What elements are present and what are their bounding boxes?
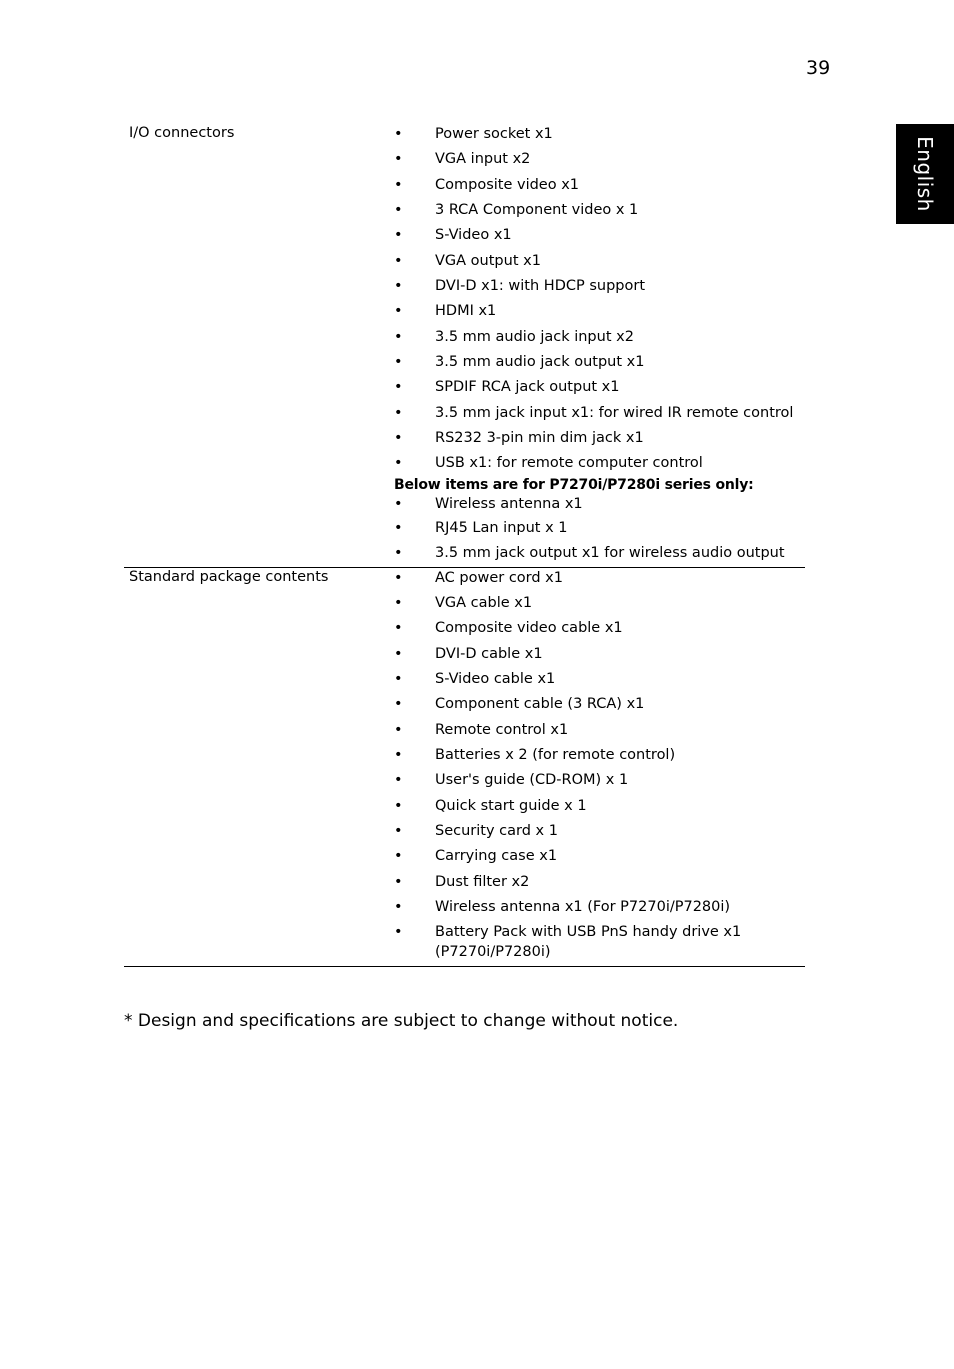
bullet-icon: • xyxy=(394,747,403,764)
bullet-icon: • xyxy=(394,545,403,562)
row-label-io-connectors: I/O connectors xyxy=(129,125,235,141)
list-item: • RJ45 Lan input x 1 xyxy=(394,519,805,539)
language-tab-label: English xyxy=(913,136,937,212)
bullet-icon: • xyxy=(394,227,403,244)
bullet-icon: • xyxy=(394,797,403,814)
list-item: • RS232 3-pin min dim jack x1 xyxy=(394,429,805,449)
list-item: • Power socket x1 xyxy=(394,125,805,145)
list-item: • Component cable (3 RCA) x1 xyxy=(394,695,805,715)
list-item: • SPDIF RCA jack output x1 xyxy=(394,378,805,398)
bullet-icon: • xyxy=(394,519,403,536)
list-item: • Carrying case x1 xyxy=(394,847,805,867)
spec-row-io-connectors xyxy=(124,121,805,568)
bullet-icon: • xyxy=(394,924,403,941)
bullet-icon: • xyxy=(394,328,403,345)
bullet-icon: • xyxy=(394,671,403,688)
bullet-icon: • xyxy=(394,721,403,738)
list-item: • Dust filter x2 xyxy=(394,873,805,893)
list-item: • Quick start guide x 1 xyxy=(394,797,805,817)
row-label-package-contents: Standard package contents xyxy=(129,568,329,585)
list-item: • User's guide (CD-ROM) x 1 xyxy=(394,771,805,791)
bullet-icon: • xyxy=(394,202,403,219)
bullet-icon: • xyxy=(394,823,403,840)
list-item: • 3.5 mm audio jack input x2 xyxy=(394,328,805,348)
bullet-icon: • xyxy=(394,569,403,586)
bullet-icon: • xyxy=(394,278,403,295)
bullet-icon: • xyxy=(394,430,403,447)
bullet-icon: • xyxy=(394,379,403,396)
list-item: • HDMI x1 xyxy=(394,302,805,322)
list-item: • 3.5 mm jack input x1: for wired IR remote control xyxy=(394,404,805,424)
list-item: • DVI-D x1: with HDCP support xyxy=(394,277,805,297)
list-item: • VGA input x2 xyxy=(394,150,805,170)
bullet-icon: • xyxy=(394,354,403,371)
page-number: 39 xyxy=(806,57,831,79)
bullet-icon: • xyxy=(394,126,403,142)
spec-row-package-contents xyxy=(124,568,805,968)
bullet-icon: • xyxy=(394,151,403,168)
package-contents-list xyxy=(394,568,805,967)
bullet-icon: • xyxy=(394,899,403,916)
list-item: • Wireless antenna x1 xyxy=(394,495,805,515)
list-item: • 3 RCA Component video x 1 xyxy=(394,201,805,221)
bullet-icon: • xyxy=(394,873,403,890)
list-item: • VGA output x1 xyxy=(394,252,805,272)
language-tab xyxy=(896,124,954,224)
list-item: • 3.5 mm audio jack output x1 xyxy=(394,353,805,373)
bullet-icon: • xyxy=(394,772,403,789)
list-item: • DVI-D cable x1 xyxy=(394,645,805,665)
io-connectors-list xyxy=(394,121,805,567)
bullet-icon: • xyxy=(394,455,403,472)
list-item: • S-Video x1 xyxy=(394,226,805,246)
bullet-icon: • xyxy=(394,176,403,193)
bullet-icon: • xyxy=(394,303,403,320)
list-item: • Composite video x1 xyxy=(394,176,805,196)
list-item: • Composite video cable x1 xyxy=(394,619,805,639)
bullet-icon: • xyxy=(394,495,403,512)
bullet-icon: • xyxy=(394,252,403,269)
bullet-icon: • xyxy=(394,620,403,637)
footnote: * Design and specifications are subject to change without notice. xyxy=(124,1011,679,1031)
list-item: • Batteries x 2 (for remote control) xyxy=(394,746,805,766)
bullet-icon: • xyxy=(394,848,403,865)
bullet-icon: • xyxy=(394,696,403,713)
list-item: • Remote control x1 xyxy=(394,721,805,741)
series-subheading: Below items are for P7270i/P7280i series only: xyxy=(394,476,754,493)
bullet-icon: • xyxy=(394,404,403,421)
list-item: • USB x1: for remote computer control xyxy=(394,454,805,474)
list-item: • Battery Pack with USB PnS handy drive x1 (P7270i/P7280i) xyxy=(394,924,742,960)
spec-table xyxy=(124,121,805,967)
list-item: • VGA cable x1 xyxy=(394,594,805,614)
list-item: • Security card x 1 xyxy=(394,822,805,842)
list-item: • Wireless antenna x1 (For P7270i/P7280i) xyxy=(394,898,805,918)
list-item: • AC power cord x1 xyxy=(394,569,805,589)
list-item: • 3.5 mm jack output x1 for wireless audio output xyxy=(394,544,805,564)
bullet-icon: • xyxy=(394,595,403,611)
bullet-icon: • xyxy=(394,645,403,662)
list-item: • S-Video cable x1 xyxy=(394,670,805,690)
